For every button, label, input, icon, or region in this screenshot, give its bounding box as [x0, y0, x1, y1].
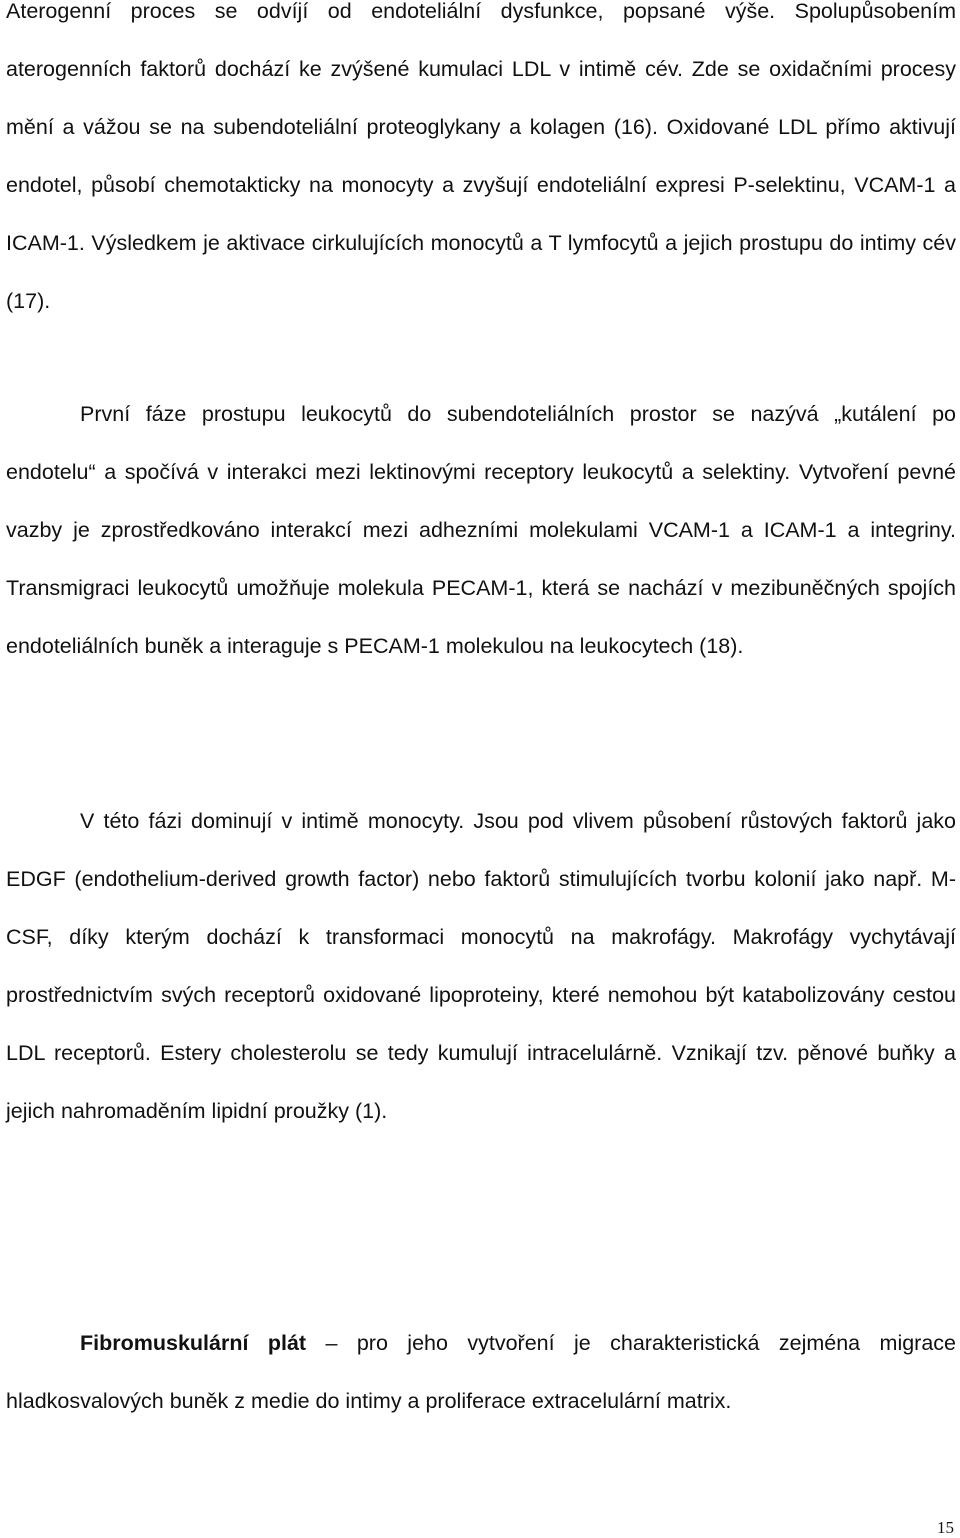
page-number: 15	[937, 1518, 954, 1537]
paragraph-atherogenesis: Aterogenní proces se odvíjí od endoteliální dysfunkce, popsané výše. Spolupůsobením aterogenních faktorů dochází ke zvýšené kumulaci LDL v intimě cév. Zde se oxidačními procesy mění a vážou se na subendoteliální proteoglykany a kolagen (16). Oxidované LDL přímo aktivují endotel, působí chemotakticky na monocyty a zvyšují endoteliální expresi P-selektinu, VCAM-1 a ICAM-1. Výsledkem je aktivace cirkulujících monocytů a T lymfocytů a jejich prostupu do intimy cév (17).	[6, 0, 956, 313]
section-heading: Fibromuskulární plát	[80, 1331, 307, 1355]
paragraph-fibromuscular-plaque	[6, 1314, 956, 1430]
paragraph-monocytes: V této fázi dominují v intimě monocyty. Jsou pod vlivem působení růstových faktorů jako EDGF (endothelium-derived growth factor) nebo faktorů stimulujících tvorbu kolonií jako např. M-CSF, díky kterým dochází k transformaci monocytů na makrofágy. Makrofágy vychytávají prostřednictvím svých receptorů oxidované lipoproteiny, které nemohou být katabolizovány cestou LDL receptorů. Estery cholesterolu se tedy kumulují intracelulárně. Vznikají tzv. pěnové buňky a jejich nahromaděním lipidní proužky (1).	[6, 809, 956, 1123]
paragraph-leukocyte-migration: První fáze prostupu leukocytů do subendoteliálních prostor se nazývá „kutálení po endotelu“ a spočívá v interakci mezi lektinovými receptory leukocytů a selektiny. Vytvoření pevné vazby je zprostředkováno interakcí mezi adhezními molekulami VCAM-1 a ICAM-1 a integriny. Transmigraci leukocytů umožňuje molekula PECAM-1, která se nachází v mezibuněčných spojích endoteliálních buněk a interaguje s PECAM-1 molekulou na leukocytech (18).	[6, 402, 956, 658]
section-text: – pro jeho vytvoření je charakteristická zejména migrace hladkosvalových buněk z medie do intimy a proliferace extracelulární matrix.	[6, 1331, 956, 1413]
